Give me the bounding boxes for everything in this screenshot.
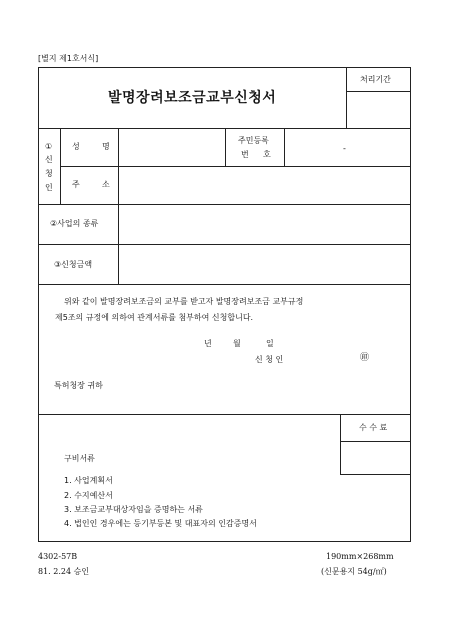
- rrn-label-line1: 주민등록: [238, 136, 269, 145]
- document-item-2: 2. 수지예산서: [64, 491, 113, 500]
- seal-mark: ㊞: [360, 353, 370, 363]
- applicant-signature-field[interactable]: [290, 351, 356, 365]
- form-title: 발명장려보조금교부신청서: [108, 90, 277, 106]
- rrn-label-char-1: 번: [241, 150, 249, 159]
- applicant-section-char-2: 청: [45, 169, 53, 178]
- rrn-label-left: [225, 128, 226, 166]
- footer-approval: 81. 2.24 승인: [38, 567, 90, 576]
- date-day-label: 일: [266, 339, 274, 348]
- processing-period-label: 처리기간: [360, 75, 391, 84]
- statement-line-1: 위와 같이 발명장려보조금의 교부를 받고자 발명장려보조금 교부규정: [64, 297, 304, 306]
- date-year-label: 년: [204, 339, 212, 348]
- form-label: [별지 제1호서식]: [38, 54, 99, 63]
- applicant-section-char-1: 신: [45, 155, 53, 164]
- name-label-char-2: 명: [102, 142, 110, 151]
- documents-heading: 구비서류: [64, 454, 95, 463]
- footer-size: 190mm×268mm: [326, 552, 394, 561]
- address-field[interactable]: [119, 167, 410, 203]
- footer-paper: (신문용지 54g/㎡): [321, 567, 387, 576]
- fee-box-bottom: [340, 474, 411, 475]
- business-type-field[interactable]: [119, 205, 410, 243]
- applicant-section-char-3: 인: [45, 183, 53, 192]
- date-month-label: 월: [233, 339, 241, 348]
- name-label-char-1: 성: [72, 142, 80, 151]
- amount-bottom: [38, 284, 411, 285]
- footer-form-code: 4302-57B: [38, 552, 78, 561]
- amount-label: ③신청금액: [54, 260, 93, 269]
- business-type-label: ②사업의 종류: [50, 219, 99, 228]
- document-item-4: 4. 법인인 경우에는 등기부등본 및 대표자의 인감증명서: [64, 519, 257, 528]
- name-field[interactable]: [119, 129, 224, 165]
- applicant-sign-label: 신 청 인: [255, 355, 284, 364]
- processing-period-value[interactable]: [347, 92, 410, 127]
- rrn-label-char-2: 호: [263, 150, 271, 159]
- address-label-char-1: 주: [72, 180, 80, 189]
- address-label-char-2: 소: [102, 180, 110, 189]
- document-item-3: 3. 보조금교부대상자임을 증명하는 서류: [64, 505, 203, 514]
- fee-label: 수 수 료: [359, 423, 388, 432]
- amount-field[interactable]: [119, 245, 410, 283]
- document-item-1: 1. 사업계획서: [64, 476, 113, 485]
- applicant-section-marker: ①: [45, 142, 53, 151]
- fee-value[interactable]: [341, 442, 410, 473]
- statement-line-2: 제5조의 규정에 의하여 관계서류를 첨부하여 신청합니다.: [55, 313, 254, 322]
- rrn-label-right: [284, 128, 285, 166]
- addressee: 특허청장 귀하: [54, 381, 103, 390]
- statement-bottom: [38, 414, 411, 415]
- rrn-field[interactable]: -: [343, 144, 346, 153]
